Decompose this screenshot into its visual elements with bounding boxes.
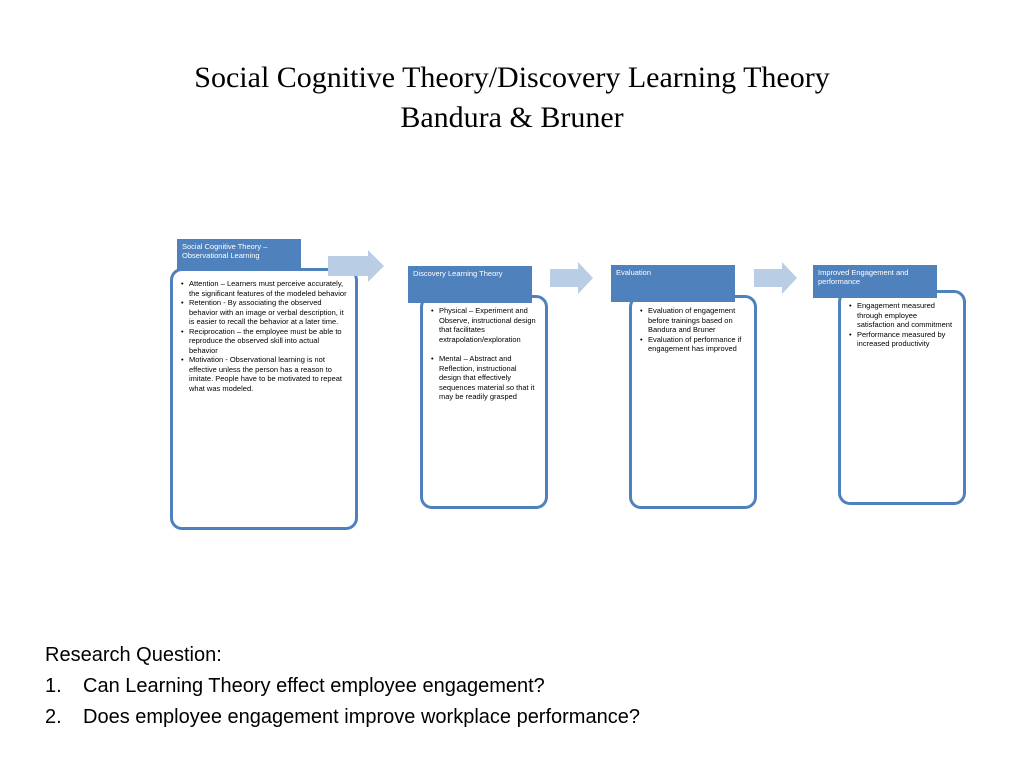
stage-1-bullet-2: • Retention - By associating the observed behavior with an image or verbal description, it is easier to recall the behavior at a later time. [181,298,347,327]
arrow-3-shape [754,262,797,294]
stage-2-bullet-1: • Physical – Experiment and Observe, instructional design that facilitates extrapolation/exploration [431,306,537,344]
stage-4-header: Improved Engagement and performance [813,265,937,298]
research-question-1 [45,671,640,702]
arrow-1-shape [328,250,384,282]
stage-1-header: Social Cognitive Theory – Observational Learning [177,239,301,270]
research-section [45,640,640,733]
research-question-2-text: Does employee engagement improve workplace performance? [83,706,640,728]
stage-3-header: Evaluation [611,265,735,302]
stage-4-box [838,290,966,505]
stage-3-bullet-2: • Evaluation of performance if engagement has improved [640,335,746,354]
stage-2-box [420,295,548,509]
stage-2-bullet-2: • Mental – Abstract and Reflection, instructional design that effectively sequences material so that it may be readily grasped [431,354,537,402]
stage-1-bullet-3: • Reciprocation – the employee must be able to reproduce the observed skill into actual behavior [181,327,347,356]
stage-3-bullet-1: • Evaluation of engagement before trainings based on Bandura and Bruner [640,306,746,335]
title-line-2: Bandura & Bruner [400,101,624,134]
title-line-1: Social Cognitive Theory/Discovery Learning Theory [194,61,830,94]
stage-3-box [629,295,757,509]
research-heading: Research Question: [45,644,222,666]
arrow-2-shape [550,262,593,294]
stage-1-box [170,268,358,530]
stage-2-header: Discovery Learning Theory [408,266,532,303]
stage-4-bullet-1: • Engagement measured through employee satisfaction and commitment [849,301,955,330]
research-question-2-number: 2. [45,706,62,728]
research-question-2 [45,702,640,733]
research-question-1-text: Can Learning Theory effect employee engagement? [83,675,545,697]
research-question-1-number: 1. [45,675,62,697]
stage-4-bullet-2: • Performance measured by increased productivity [849,330,955,349]
stage-1-bullet-1: • Attention – Learners must perceive accurately, the significant features of the modeled behavior [181,279,347,298]
stage-1-bullet-4: • Motivation - Observational learning is not effective unless the person has a reason to imitate. People have to be motivated to repeat what was modeled. [181,355,347,393]
